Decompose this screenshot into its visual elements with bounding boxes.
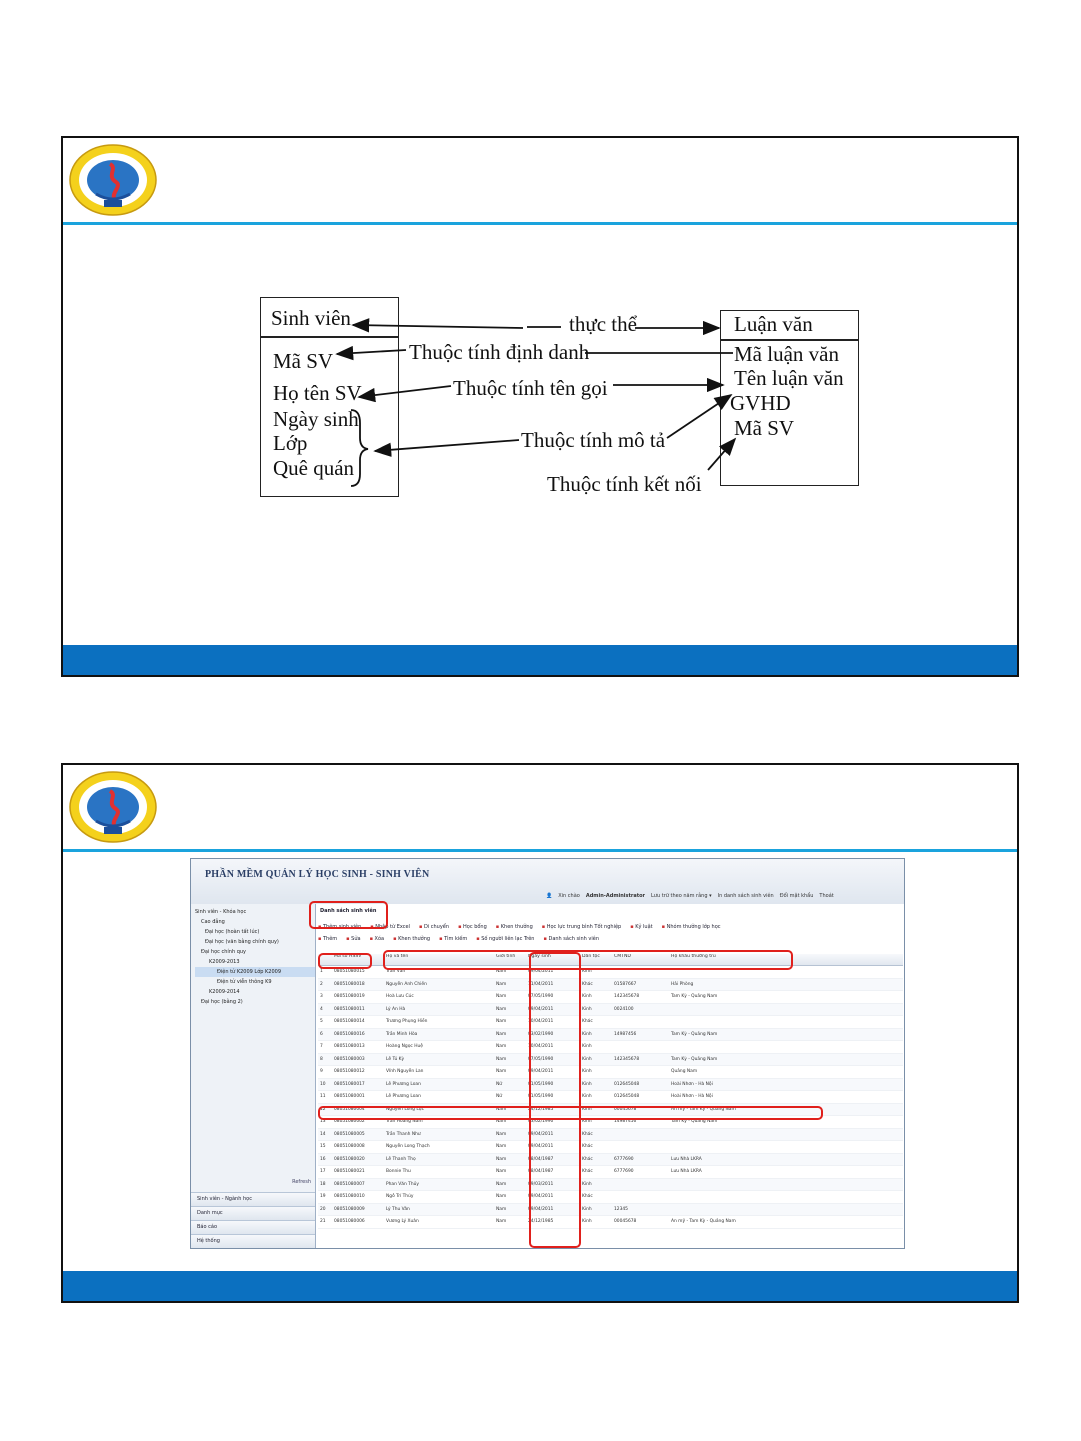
table-cell: 3 bbox=[320, 994, 323, 999]
table-cell bbox=[612, 1191, 669, 1203]
attr-gvhd: GVHD bbox=[730, 391, 791, 415]
col-header[interactable]: Mã số HSSV bbox=[334, 954, 362, 959]
toolbar-button[interactable]: ▪ Kỷ luật bbox=[630, 924, 652, 930]
table-cell: An mỹ - Tam Kỳ - Quảng Nam bbox=[671, 1219, 736, 1224]
table-cell: 00045678 bbox=[614, 1219, 637, 1224]
user-icon: 👤 bbox=[546, 892, 553, 899]
table-cell: 8 bbox=[320, 1056, 323, 1062]
attr-que-quan: Quê quán bbox=[273, 456, 355, 480]
col-header[interactable]: Dân tộc bbox=[582, 954, 600, 959]
table-cell bbox=[669, 1129, 781, 1141]
table-cell: 08051080009 bbox=[334, 1206, 365, 1212]
highlight-dob-column bbox=[529, 952, 581, 1248]
table-cell: Tam Kỳ - Quảng Nam bbox=[671, 994, 718, 999]
table-cell: Khác bbox=[582, 1019, 593, 1024]
table-cell: Hải Phòng bbox=[671, 981, 694, 987]
table-cell: Lê Phương Loan bbox=[386, 1081, 421, 1087]
toolbar-row-2 bbox=[318, 936, 599, 942]
table-cell: Kinh bbox=[582, 969, 592, 974]
table-cell: Kinh bbox=[582, 1081, 592, 1087]
table-cell: Khác bbox=[582, 1144, 593, 1149]
col-header[interactable]: Giới tính bbox=[496, 954, 516, 959]
col-header[interactable]: Ngày sinh bbox=[528, 954, 551, 959]
archive-link[interactable]: Lưu trữ theo năm rằng ▾ bbox=[651, 892, 712, 899]
table-cell: 012645048 bbox=[614, 1081, 640, 1087]
table-cell: 08051080018 bbox=[334, 981, 365, 987]
table-cell: 08051080019 bbox=[334, 994, 365, 999]
table-row[interactable] bbox=[318, 1141, 903, 1154]
grid-body bbox=[318, 966, 903, 1229]
table-cell: Ngô Trí Thúy bbox=[386, 1194, 414, 1199]
table-cell: 08051080004 bbox=[334, 1106, 365, 1112]
table-cell: Kinh bbox=[582, 1031, 592, 1037]
table-cell: 12345 bbox=[614, 1206, 628, 1212]
table-cell: Nam bbox=[496, 1194, 507, 1199]
toolbar-button[interactable]: ▪ Nhập từ Excel bbox=[370, 924, 410, 930]
table-cell bbox=[612, 1179, 669, 1191]
table-cell: 15 bbox=[320, 1144, 326, 1149]
tree-item[interactable]: K2009-2014 bbox=[209, 989, 240, 995]
col-header[interactable]: Hộ khẩu thường trú bbox=[671, 954, 716, 959]
highlight-row-13 bbox=[318, 1106, 823, 1120]
table-cell: Lê Phương Loan bbox=[386, 1094, 421, 1099]
table-cell: 08051080006 bbox=[334, 1219, 365, 1224]
sidebar-tree bbox=[191, 904, 315, 1007]
table-cell: 142345678 bbox=[614, 994, 640, 999]
table-row[interactable] bbox=[318, 1041, 903, 1054]
table-cell bbox=[669, 1191, 781, 1203]
table-cell: 11 bbox=[320, 1094, 326, 1099]
table-cell: Nam bbox=[496, 1044, 507, 1049]
table-cell: 21 bbox=[320, 1219, 326, 1224]
table-cell: Hoàng Ngọc Huệ bbox=[386, 1044, 423, 1049]
table-cell: 08051080001 bbox=[334, 1094, 365, 1099]
table-row[interactable] bbox=[318, 1054, 903, 1067]
table-cell: 14987456 bbox=[614, 1031, 637, 1037]
table-cell: Nữ bbox=[496, 1081, 503, 1087]
attr-lop: Lớp bbox=[273, 431, 308, 455]
table-cell bbox=[612, 1141, 669, 1153]
table-cell: 08051080014 bbox=[334, 1019, 365, 1024]
table-cell: Nam bbox=[496, 1144, 507, 1149]
table-cell: 5 bbox=[320, 1019, 323, 1024]
tree-item-selected[interactable]: Điện tử K2009 Lớp K2009 bbox=[195, 967, 315, 977]
table-cell: Trần Văn bbox=[386, 969, 406, 974]
table-cell: Hoài Nhơn - Hà Nội bbox=[671, 1081, 713, 1087]
table-cell: Kinh bbox=[582, 1206, 592, 1212]
table-cell: Vương Lý Xuân bbox=[386, 1219, 419, 1224]
table-cell: Nữ bbox=[496, 1094, 503, 1099]
table-cell: Nam bbox=[496, 1156, 507, 1162]
table-cell: 10 bbox=[320, 1081, 326, 1087]
attr-ma-sv-fk: Mã SV bbox=[734, 416, 795, 440]
table-row[interactable] bbox=[318, 1079, 903, 1092]
slide-app-screenshot bbox=[61, 763, 1019, 1303]
table-cell: 1 bbox=[320, 969, 323, 974]
table-cell: 01/05/1990 bbox=[528, 1094, 554, 1099]
user-bar bbox=[546, 890, 901, 901]
university-logo bbox=[66, 769, 160, 845]
table-cell: Nguyễn Long Lực bbox=[386, 1106, 424, 1112]
table-cell bbox=[669, 1141, 781, 1153]
search-button[interactable]: ▪ Tìm kiếm bbox=[439, 936, 467, 942]
table-cell: 07/05/1990 bbox=[528, 1056, 554, 1062]
table-cell: 10/04/2011 bbox=[528, 1044, 554, 1049]
table-cell: Nam bbox=[496, 1069, 507, 1074]
table-row[interactable] bbox=[318, 1191, 903, 1204]
tree-root[interactable]: Sinh viên - Khóa học bbox=[195, 909, 247, 915]
table-cell bbox=[612, 1016, 669, 1028]
table-row[interactable] bbox=[318, 1129, 903, 1142]
table-cell: 08051080017 bbox=[334, 1081, 365, 1087]
greeting: Xin chào bbox=[558, 892, 580, 899]
table-cell: Nam bbox=[496, 981, 507, 987]
label-entity: thực thể bbox=[569, 312, 637, 336]
print-list-link[interactable]: In danh sách sinh viên bbox=[717, 892, 774, 899]
table-cell: Trần Thanh Như bbox=[386, 1131, 421, 1137]
table-cell: Tam Kỳ - Quảng Nam bbox=[671, 1119, 718, 1124]
table-cell: 2 bbox=[320, 981, 323, 987]
table-cell: 10/04/2011 bbox=[528, 1019, 554, 1024]
table-cell: Trần Minh Hòa bbox=[386, 1031, 418, 1037]
table-row[interactable] bbox=[318, 1154, 903, 1167]
table-cell: 00045678 bbox=[614, 1106, 637, 1112]
table-cell bbox=[612, 1066, 669, 1078]
tree-item[interactable]: K2009-2013 bbox=[209, 959, 240, 965]
table-cell: Lý An Hà bbox=[386, 1006, 406, 1012]
table-cell: 9 bbox=[320, 1069, 323, 1074]
table-cell: 09/04/2011 bbox=[528, 1144, 554, 1149]
table-cell bbox=[612, 1041, 669, 1053]
table-cell: 08051080010 bbox=[334, 1194, 365, 1199]
attr-ma-luan-van: Mã luận văn bbox=[734, 342, 839, 366]
table-cell: Kinh bbox=[582, 1181, 592, 1187]
table-cell: Nam bbox=[496, 1169, 507, 1174]
table-cell: 08051080015 bbox=[334, 969, 365, 974]
table-cell: Nam bbox=[496, 1131, 507, 1137]
attr-ho-ten-sv: Họ tên SV bbox=[273, 381, 362, 405]
table-cell: Lê Thanh Thọ bbox=[386, 1156, 416, 1162]
label-descriptive: Thuộc tính mô tả bbox=[521, 428, 666, 452]
table-cell: Kinh bbox=[582, 1119, 592, 1124]
table-row[interactable] bbox=[318, 1166, 903, 1179]
table-cell bbox=[612, 1129, 669, 1141]
table-cell: Khác bbox=[582, 1156, 593, 1162]
table-cell: 4 bbox=[320, 1006, 323, 1012]
table-cell: 09/04/2011 bbox=[528, 969, 554, 974]
table-cell: Tam Kỳ - Quảng Nam bbox=[671, 1031, 718, 1037]
table-cell: Kinh bbox=[582, 1094, 592, 1099]
table-cell: Lý Thu Vân bbox=[386, 1206, 410, 1212]
table-cell: 08051080016 bbox=[334, 1031, 365, 1037]
table-cell: 08051080005 bbox=[334, 1131, 365, 1137]
table-cell: Nam bbox=[496, 1019, 507, 1024]
app-header bbox=[191, 859, 904, 904]
table-cell: Kinh bbox=[582, 1219, 592, 1224]
table-cell: 09/04/2011 bbox=[528, 1206, 554, 1212]
table-cell: Kinh bbox=[582, 1044, 592, 1049]
table-cell: Nam bbox=[496, 994, 507, 999]
highlight-id-column bbox=[318, 953, 372, 969]
highlight-header-row bbox=[383, 950, 793, 970]
table-cell: 14987456 bbox=[614, 1119, 637, 1124]
sidebar-menu bbox=[191, 1192, 315, 1248]
table-cell: Nam bbox=[496, 1031, 507, 1037]
table-cell: Trần Hoàng Nam bbox=[386, 1119, 423, 1124]
table-cell: An mỹ - Tam Kỳ - Quảng Nam bbox=[671, 1106, 736, 1112]
table-cell: 6777690 bbox=[614, 1156, 634, 1162]
menu-reports[interactable]: Báo cáo bbox=[191, 1220, 315, 1234]
table-cell: Bonnie Thu bbox=[386, 1169, 411, 1174]
table-cell: 08051080021 bbox=[334, 1169, 365, 1174]
table-cell: 01587667 bbox=[614, 981, 637, 987]
attr-ma-sv: Mã SV bbox=[273, 349, 334, 373]
tree-item[interactable]: Điện tử viễn thông K9 bbox=[217, 979, 272, 985]
toolbar-button[interactable]: ▪ Thêm sinh viên bbox=[318, 924, 361, 930]
student-grid bbox=[318, 954, 903, 1229]
table-cell: Kinh bbox=[582, 994, 592, 999]
table-cell: Quảng Nam bbox=[671, 1069, 698, 1074]
table-cell: Kinh bbox=[582, 1006, 592, 1012]
table-cell: 17 bbox=[320, 1169, 326, 1174]
table-cell: 24/12/1985 bbox=[528, 1219, 554, 1224]
table-cell: 08/04/1987 bbox=[528, 1169, 554, 1174]
table-cell: 14 bbox=[320, 1131, 326, 1137]
table-cell: 19 bbox=[320, 1194, 326, 1199]
table-cell: 11/04/2011 bbox=[528, 981, 554, 987]
label-connecting: Thuộc tính kết nối bbox=[547, 472, 702, 496]
table-cell: 6 bbox=[320, 1031, 323, 1037]
table-cell: 09/04/2011 bbox=[528, 1194, 554, 1199]
table-cell: 08051080008 bbox=[334, 1144, 365, 1149]
table-cell: 09/04/2011 bbox=[528, 1069, 554, 1074]
table-cell: 20 bbox=[320, 1206, 326, 1212]
menu-catalog[interactable]: Danh mục bbox=[191, 1206, 315, 1220]
table-cell: 07/05/1990 bbox=[528, 994, 554, 999]
table-cell: Kinh bbox=[582, 1056, 592, 1062]
table-cell: Nam bbox=[496, 1006, 507, 1012]
app-title: PHẦN MỀM QUẢN LÝ HỌC SINH - SINH VIÊN bbox=[205, 869, 430, 880]
table-cell: Kinh bbox=[582, 1069, 592, 1074]
col-header[interactable]: CMTND bbox=[614, 954, 631, 959]
table-row[interactable] bbox=[318, 1016, 903, 1029]
table-cell: 24/12/1985 bbox=[528, 1106, 554, 1112]
table-cell: Hoà Lưu Cúc bbox=[386, 994, 414, 999]
diagram-arrows bbox=[63, 138, 1021, 679]
table-cell: 012645048 bbox=[614, 1094, 640, 1099]
menu-system[interactable]: Hệ thống bbox=[191, 1234, 315, 1248]
tree-item[interactable]: Cao đẳng bbox=[201, 919, 225, 925]
entity-title-student: Sinh viên bbox=[271, 306, 351, 330]
table-row[interactable] bbox=[318, 1004, 903, 1017]
table-cell: 09/04/2011 bbox=[528, 1006, 554, 1012]
table-cell: Nguyễn Long Thạch bbox=[386, 1144, 430, 1149]
table-cell: 08051080007 bbox=[334, 1181, 365, 1187]
change-password-link[interactable]: Đổi mật khẩu bbox=[779, 892, 814, 899]
main-panel bbox=[315, 904, 904, 1248]
highlight-breadcrumb bbox=[309, 901, 388, 929]
current-user: Admin-Administrator bbox=[585, 892, 646, 899]
table-cell: Khác bbox=[582, 981, 593, 987]
table-cell bbox=[669, 1041, 781, 1053]
table-cell: Nam bbox=[496, 1181, 507, 1187]
table-cell: 09/04/2011 bbox=[528, 1131, 554, 1137]
table-cell: Nam bbox=[496, 1219, 507, 1224]
table-row[interactable] bbox=[318, 1029, 903, 1042]
table-cell: 09/03/2011 bbox=[528, 1181, 554, 1187]
logout-link[interactable]: Thoát bbox=[819, 892, 834, 899]
table-cell: 6777690 bbox=[614, 1169, 634, 1174]
label-identifier: Thuộc tính định danh bbox=[409, 340, 590, 364]
add-button[interactable]: ▪ Thêm bbox=[318, 936, 337, 942]
attr-ngay-sinh: Ngày sinh bbox=[273, 407, 359, 431]
panel-title: Danh sách sinh viên bbox=[320, 908, 377, 914]
table-cell: Nam bbox=[496, 1119, 507, 1124]
toolbar-button[interactable]: ▪ Học bổng bbox=[458, 924, 487, 930]
table-cell: 08/04/1987 bbox=[528, 1156, 554, 1162]
table-row[interactable] bbox=[318, 979, 903, 992]
table-cell: 03/02/1990 bbox=[528, 1119, 554, 1124]
table-cell: 08051080011 bbox=[334, 1006, 365, 1012]
col-header[interactable]: Họ và tên bbox=[386, 954, 409, 959]
table-cell bbox=[669, 1204, 781, 1216]
sidebar bbox=[191, 904, 316, 1248]
table-cell: 12 bbox=[320, 1106, 326, 1112]
table-cell bbox=[669, 1016, 781, 1028]
toolbar-button[interactable]: ▪ Học lực trung bình Tốt nghiệp bbox=[542, 924, 621, 930]
table-row[interactable] bbox=[318, 1179, 903, 1192]
reward-button[interactable]: ▪ Khen thưởng bbox=[393, 936, 430, 942]
tree-item[interactable]: Đại học chính quy bbox=[201, 949, 247, 955]
tree-item[interactable]: Đại học (văn bằng chính quy) bbox=[205, 939, 279, 945]
student-list-button[interactable]: ▪ Danh sách sinh viên bbox=[543, 936, 599, 942]
table-cell: 13 bbox=[320, 1119, 326, 1124]
tree-item[interactable]: Đại học (bằng 2) bbox=[201, 999, 243, 1005]
table-cell: 08051080013 bbox=[334, 1044, 365, 1049]
attr-ten-luan-van: Tên luận văn bbox=[734, 366, 844, 390]
table-cell: Khác bbox=[582, 1131, 593, 1137]
table-cell: 08051080002 bbox=[334, 1119, 365, 1124]
table-cell: Vĩnh Nguyễn Lan bbox=[386, 1069, 424, 1074]
table-cell: 0024100 bbox=[614, 1006, 634, 1012]
menu-student-major[interactable]: Sinh viên - Ngành học bbox=[191, 1192, 315, 1206]
table-cell: 08051080020 bbox=[334, 1156, 365, 1162]
delete-button[interactable]: ▪ Xóa bbox=[370, 936, 385, 942]
slide-header bbox=[63, 765, 1017, 852]
table-cell: Nam bbox=[496, 1206, 507, 1212]
table-cell: Lưu Nhà LKRA bbox=[671, 1169, 702, 1174]
refresh-button[interactable]: Refresh bbox=[292, 1179, 311, 1185]
table-cell: Nam bbox=[496, 1056, 507, 1062]
table-cell: 08051080012 bbox=[334, 1069, 365, 1074]
table-cell: 18 bbox=[320, 1181, 326, 1187]
table-cell: 16 bbox=[320, 1156, 326, 1162]
table-cell: 03/02/1990 bbox=[528, 1031, 554, 1037]
table-cell: Khác bbox=[582, 1194, 593, 1199]
contacts-button[interactable]: ▪ Số người liên lạc Trên bbox=[476, 936, 534, 942]
table-cell: Nam bbox=[496, 1106, 507, 1112]
table-cell: Trương Phụng Hiền bbox=[386, 1019, 428, 1024]
table-row[interactable] bbox=[318, 1066, 903, 1079]
table-cell: Khác bbox=[582, 1169, 593, 1174]
table-cell: Kinh bbox=[582, 1106, 592, 1112]
toolbar-button[interactable]: ▪ Khen thưởng bbox=[496, 924, 533, 930]
edit-button[interactable]: ▪ Sửa bbox=[346, 936, 360, 942]
table-cell: 142345678 bbox=[614, 1056, 640, 1062]
table-row[interactable] bbox=[318, 991, 903, 1004]
label-name-attr: Thuộc tính tên gọi bbox=[453, 376, 608, 400]
table-cell: Lưu Nhà LKRA bbox=[671, 1156, 702, 1162]
table-cell: 08051080003 bbox=[334, 1056, 365, 1062]
slide-footer-bar bbox=[63, 1271, 1017, 1301]
toolbar-button[interactable]: ▪ Di chuyển bbox=[419, 924, 449, 930]
table-cell: Hoài Nhơn - Hà Nội bbox=[671, 1094, 713, 1099]
table-cell: Nguyễn Anh Chiến bbox=[386, 981, 427, 987]
slide-er-diagram bbox=[61, 136, 1019, 677]
tree-item[interactable]: Đại học (hoàn tất lúc) bbox=[205, 929, 260, 935]
toolbar-button[interactable]: ▪ Nhóm thưởng lớp học bbox=[662, 924, 721, 930]
table-cell: Lê Tú Kỳ bbox=[386, 1056, 405, 1062]
table-cell: Nam bbox=[496, 969, 507, 974]
table-cell: 7 bbox=[320, 1044, 323, 1049]
table-row[interactable] bbox=[318, 1091, 903, 1104]
student-management-app bbox=[190, 858, 905, 1249]
slide-footer-bar bbox=[63, 645, 1017, 675]
table-row[interactable] bbox=[318, 1216, 903, 1229]
table-cell: Tam Kỳ - Quảng Nam bbox=[671, 1056, 718, 1062]
table-cell bbox=[669, 1179, 781, 1191]
table-cell: Phan Văn Thủy bbox=[386, 1181, 420, 1187]
table-row[interactable] bbox=[318, 1204, 903, 1217]
entity-title-thesis: Luận văn bbox=[734, 312, 813, 336]
table-cell: 01/05/1990 bbox=[528, 1081, 554, 1087]
table-cell bbox=[669, 1004, 781, 1016]
